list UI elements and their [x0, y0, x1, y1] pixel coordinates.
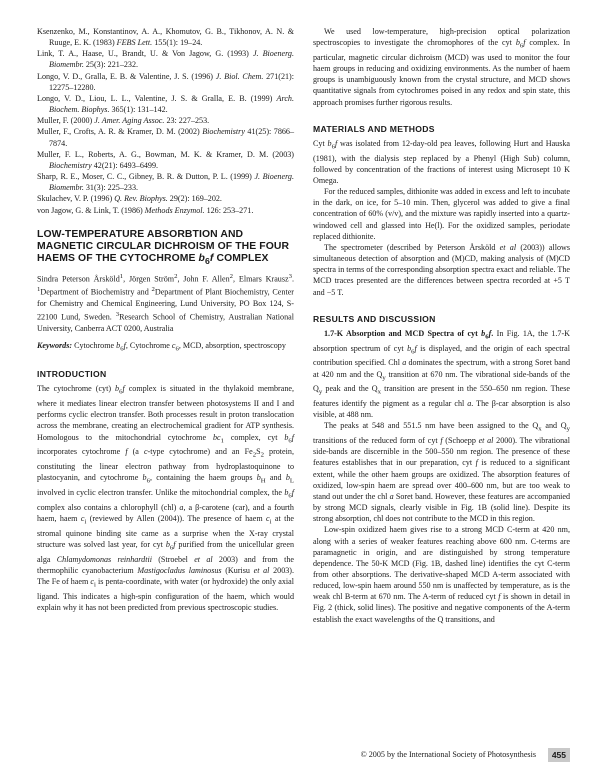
reference-volume-pages: 365(1): 131–142.: [109, 105, 168, 115]
reference-volume-pages: 271(21): 12275–12280.: [49, 71, 294, 92]
keywords-text: Cytochrome $b_6f$, Cytochrome $c_6$, MCD, absorption, spectroscopy: [72, 341, 286, 354]
keywords-label: Keywords:: [37, 341, 73, 351]
reference-authors: Muller, F., Crofts, A. R. & Kramer, D. M. (2002): [37, 127, 203, 137]
reference-item: [37, 205, 294, 216]
reference-item: [37, 93, 294, 115]
author-affiliations: Sindra Peterson Årsköld$^1$, Jörgen Ström$^2$, John F. Allen$^2$, Elmars Krausz$^3$. $^1$Department of Biochemistry and $^2$Department of Plant Biochemistry, Center for Chemistry and Chemical Engineering, Lund University, PO Box 124, S-22100 Lund, Sweden. $^3$Research School of Chemistry, Australian National University, Canberra ACT 0200, Australia: [37, 272, 294, 334]
reference-item: [37, 126, 294, 148]
reference-list: [37, 26, 294, 216]
reference-authors: Skulachev, V. P. (1996): [37, 194, 115, 204]
reference-volume-pages: 25(3): 221–232.: [83, 60, 139, 70]
left-column: [37, 26, 294, 613]
reference-item: [37, 171, 294, 193]
reference-volume-pages: 41(25): 7866–7874.: [49, 127, 295, 148]
methods-paragraph-2: For the reduced samples, dithionite was added in excess and left to incubate in the dark, on ice, for 5–10 min. Then, glycerol was added to give a final concentration of 60% (v/v), and the mixture was rapidly inserted into a quartz-windowed cell and glassed into He(l). For the oxidized samples, periodate replaced dithionite.: [313, 187, 570, 241]
reference-authors: von Jagow, G. & Link, T. (1986): [37, 205, 145, 215]
reference-volume-pages: 155(1): 19–24.: [152, 38, 203, 48]
reference-item: [37, 71, 294, 93]
reference-volume-pages: 126: 253–271.: [204, 205, 254, 215]
reference-journal: Arch. Biochem. Biophys.: [49, 93, 294, 115]
reference-journal: FEBS Lett.: [116, 38, 153, 48]
reference-item: [37, 48, 294, 70]
results-heading: RESULTS AND DISCUSSION: [313, 313, 436, 324]
reference-authors: Link, T. A., Haase, U., Brandt, U. & Von Jagow, G. (1993): [37, 49, 253, 59]
reference-authors: Ksenzenko, M., Konstantinov, A. A., Khomutov, G. B., Tikhonov, A. N. & Ruuge, E. K. (1983): [37, 27, 294, 48]
introduction-heading: INTRODUCTION: [37, 369, 107, 380]
reference-authors: Sharp, R. E., Moser, C. C., Gibney, B. R. & Dutton, P. L. (1999): [37, 172, 255, 182]
right-column: [313, 26, 570, 625]
reference-volume-pages: 42(21): 6493–6499.: [91, 160, 159, 170]
reference-authors: Longo, V. D., Liou, L. L., Valentine, J. S. & Gralla, E. B. (1999): [37, 93, 277, 103]
reference-item: [37, 26, 294, 48]
reference-journal: Q. Rev. Biophys.: [114, 194, 168, 204]
reference-journal: J. Biol. Chem.: [215, 71, 264, 81]
keywords: [37, 340, 294, 355]
reference-journal: Biochemistry: [49, 160, 92, 170]
methods-paragraph-3: The spectrometer (described by Peterson Årsköld et al (2003)) allows simultaneous detection of absorption and (M)CD, making analysis of (M)CD spectra in terms of the corresponding absorption spectra exact and reliable. The MCD traces presented are the differences between spectra recorded at +5 T and −5 T.: [313, 242, 570, 297]
results-text-1: In Fig. 1A, the 1.7-K absorption spectrum of cyt $b_6f$ is displayed, and the origin of each spectral contribution specified. Chl a dominates the spectrum, with a strong Soret band at 420 nm and the $Q_y$ transition at 670 nm. The vibrational side-bands of the $Q_y$ peak and the $Q_x$ transition are present in the 550–650 nm region. These features identify the pigment as a regular chl a. The β-car absorption is also visible, at 488 nm.: [313, 328, 571, 420]
reference-authors: Muller, F. L., Roberts, A. G., Bowman, M. K. & Kramer, D. M. (2003): [37, 149, 294, 159]
reference-item: [37, 115, 294, 126]
reference-volume-pages: 29(2): 169–202.: [167, 194, 222, 204]
introduction-text: The cytochrome (cyt) $b_6f$ complex is situated in the thylakoid membrane, where it mediates linear electron transfer between photosystems II and I and performs cyclic electron transfer. Both processes result in proton translocation across the membrane, creating an electrochemical gradient for ATP synthesis. Homologous to the mitochondrial cytochrome $bc_1$ complex, cyt $b_6f$ incorporates cytochrome f (a c-type cytochrome) and an $Fe_2S_2$ protein, constituting the linear electron pathway from hydroplastoquinone to plastocyanin, and cytochrome $b_6$, containing the haem groups $b_H$ and $b_L$ involved in cyclic electron transfer. Unlike the mitochondrial complex, the $b_6f$ complex also contains a chlorophyll (chl) a, a β-carotene (car), and a fourth haem, haem $c_i$ (reviewed by Allen (2004)). The presence of haem $c_i$ at the stromal quinone binding site came as a surprise when the X-ray crystal structure was solved last year, for cyt $b_6f$ purified from the unicellular green alga Chlamydomonas reinhardtii (Stroebel et al 2003) and from the thermophilic cyanobacterium Mastigocladus laminosus (Kurisu et al 2003). The Fe of haem $c_i$ is penta-coordinate, with water (or hydroxide) the only axial ligand. This indicates a high-spin configuration of the haem, which would explain why it has not been predicted from previous spectroscopic studies.: [37, 384, 295, 612]
results-paragraph-1: [313, 328, 570, 421]
reference-authors: Muller, F. (2000): [37, 116, 95, 126]
results-paragraph-3: Low-spin oxidized haem gives rise to a strong MCD C-term at 420 nm, along with a series of weaker features reaching above 600 nm. C-terms are paramagnetic in origin, and are distinguished by strong temperature dependence. The 50-K MCD (Fig. 1B, dashed line) identifies the cyt C-term from other absorptions. The derivative-shaped MCD A-term associated with reduced, low-spin haem around 550 nm is unaffected by temperature, as is the weak chl B-term at 670 nm. The A-term of reduced cyt f is shown in detail in Fig. 2 (thick, solid lines). The positive and negative components of the A-term establish the exact wavelengths of the Q transitions, and: [313, 525, 570, 624]
results-subheading: 1.7-K Absorption and MCD Spectra of cyt $b_6f$.: [324, 328, 494, 341]
reference-volume-pages: 23: 227–253.: [164, 116, 210, 126]
page-number: 455: [548, 748, 570, 762]
reference-journal: Biochemistry: [202, 127, 245, 137]
results-paragraph-2: The peaks at 548 and 551.5 nm have been assigned to the $Q_x$ and $Q_y$ transitions of the reduced form of cyt f (Schoepp et al 2000). The vibrational side-bands are discernible in the 500–550 nm region. The presence of these features establishes that in our preparation, cyt f is reduced to a significant extent, while the other haem groups are oxidized. The absorption features of oxidized, low-spin haem are spread over 400–600 nm, but are too weak to stand out under the chl a Soret band. However, these features are accompanied by strong MCD signals, clearly visible in Fig. 1B (solid line). Despite its strong absorption, chl does not contribute to the MCD in this region.: [313, 421, 571, 524]
reference-item: [37, 193, 294, 204]
reference-journal: Methods Enzymol.: [144, 205, 205, 215]
reference-journal: J. Bioenerg. Biomembr.: [49, 49, 295, 70]
introduction-continued: We used low-temperature, high-precision optical polarization spectroscopies to investigate the chromophores of the cyt $b_6f$ complex. In particular, magnetic circular dichroism (MCD) was used to monitor the four haem groups in reducing and oxidizing environments. As the number of haem groups is unambiguously known from the crystal structure, and MCD shows quantitative signals from cytochromes poised in any redox and spin state, this approach promises further rigorous results.: [313, 27, 571, 107]
methods-heading: MATERIALS AND METHODS: [313, 123, 435, 134]
copyright-notice: © 2005 by the International Society of Photosynthesis: [360, 750, 536, 759]
reference-volume-pages: 31(3): 225–233.: [83, 183, 139, 193]
reference-journal: J. Amer. Aging Assoc.: [94, 116, 165, 126]
methods-paragraph-1: Cyt $b_6f$ was isolated from 12-day-old pea leaves, following Hurt and Hauska (1981), with the dialysis step replaced by a Phenyl (High Sub) column, followed by concentration of the fractions of interest using Microsept 10 K Omega.: [313, 138, 571, 185]
reference-item: [37, 149, 294, 171]
article-title: LOW-TEMPERATURE ABSORBTION AND MAGNETIC CIRCULAR DICHROISM OF THE FOUR HAEMS OF THE CYTOCHROME $b_6f$ COMPLEX: [37, 228, 290, 267]
reference-authors: Longo, V. D., Gralla, E. B. & Valentine, J. S. (1996): [37, 71, 216, 81]
reference-journal: J. Bioenerg. Biomembr.: [49, 172, 294, 193]
